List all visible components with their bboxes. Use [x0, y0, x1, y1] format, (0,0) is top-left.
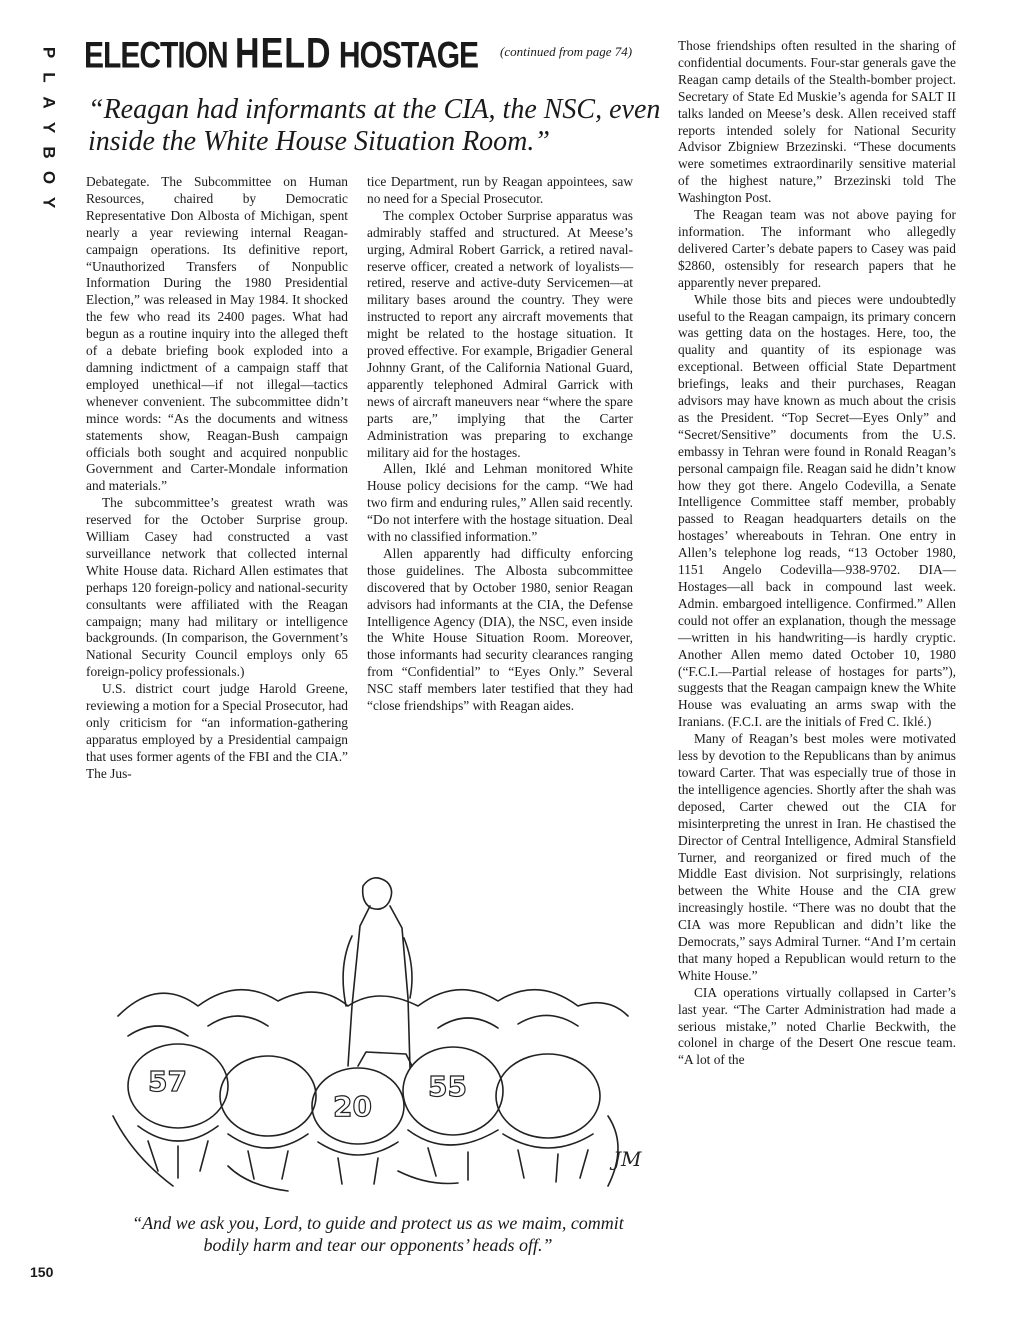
column-3	[678, 38, 956, 1069]
title-held: HELD	[235, 30, 332, 78]
logo-letter: A	[39, 96, 59, 109]
pull-quote: “Reagan had informants at the CIA, the NSC, even inside the White House Situation Room.”	[88, 94, 661, 157]
magazine-vertical-logo	[36, 40, 66, 209]
paragraph: Those friendships often resulted in the sharing of confidential documents. Four-star generals gave the Reagan camp details of the Stealth-bomber project. Secretary of State Ed Muskie’s agenda for SALT II talks landed on Meese’s desk. Allen received staff reports intended solely for National Security Advisor Zbigniew Brzezinski. “These documents were sometimes extraordinarily sensitive material of the highest nature,” Brzezinski told The Washington Post.	[678, 38, 956, 206]
paragraph: tice Department, run by Reagan appointees, saw no need for a Special Prosecutor.	[367, 174, 633, 206]
paragraph: While those bits and pieces were undoubtedly useful to the Reagan campaign, its primary concern was getting data on the hostages. Here, too, the quality and quantity of its espionage was exceptional. Between official State Department briefings, leaks and their purchases, Reagan advisors may have known as much about the crisis as the President. “Top Secret—Eyes Only” and “Secret/Sensitive” documents from the U.S. embassy in Tehran were found in Ronald Reagan’s personal campaign file. Reagan said he didn’t know how they got there. Angelo Codevilla, a Senate Intelligence Committee staff member, probably passed to Reagan headquarters details on the hostages’ whereabouts in Tehran. One entry in Allen’s telephone log reads, “13 October 1980, 1151 Angelo Codevilla—938-9702. DIA—Hostages—all back in compound last week. Admin. embargoed intelligence. Confirmed.” Allen could not offer an explanation, though the message—written in his handwriting—is hardly cryptic. Another Allen memo dated October 10, 1980 (“F.C.I.—Partial release of hostages for parts”), suggests that the Reagan campaign knew the White House was evaluating an arms swap with the Iranians. (F.C.I. are the initials of Fred C. Iklé.)	[678, 291, 956, 730]
column-1	[86, 174, 348, 783]
paragraph: Many of Reagan’s best moles were motivated less by devotion to the Republicans than by animus toward Carter. That was especially true of those in the intelligence agencies. Shortly after the shah was deposed, Carter chewed out the CIA for misinterpreting the unrest in Iran. He chastised the Director of Central Intelligence, Admiral Stansfield Turner, and reorganized or fired much of the Middle East division. Not surprisingly, relations between the White House and the CIA grew increasingly hostile. “There was no doubt that the CIA was more Republican and didn’t like the Democrats,” says Admiral Turner. “And I’m certain that many hoped a Republican would return to the White House.”	[678, 731, 956, 983]
jersey-number: 57	[148, 1065, 187, 1098]
page-number: 150	[30, 1264, 54, 1280]
logo-letter: Y	[39, 196, 59, 209]
paragraph: Debategate. The Subcommittee on Human Resources, chaired by Democratic Representative Don Albosta of Michigan, spent nearly a year reviewing internal Reagan-campaign operations. Its definitive report, “Unauthorized Transfers of Nonpublic Information During the 1980 Presidential Election,” was released in May 1984. It shocked the few who read its 2400 pages. What had begun as a routine inquiry into the alleged theft of a debate briefing book exploded into a damning indictment of a campaign staff that employed unethical—if not illegal—tactics whenever convenient. The subcommittee didn’t mince words: “As the documents and witness statements show, Reagan-Bush campaign officials both sought and acquired nonpublic Government and Carter-Mondale information and materials.”	[86, 174, 348, 494]
paragraph: The complex October Surprise apparatus was admirably staffed and structured. At Meese’s urging, Admiral Robert Garrick, a retired naval-reserve officer, created a network of loyalists—retired, reserve and active-duty Servicemen—at military bases around the country. They were instructed to report any aircraft movements that might be related to the hostage situation. It proved effective. For example, Brigadier General Johnny Grant, of the California National Guard, apparently telephoned Admiral Garrick with news of aircraft maneuvers near “where the spare parts are,” implying that the Carter Administration was preparing to exchange military aid for the hostages.	[367, 207, 633, 460]
jersey-number: 55	[428, 1070, 467, 1103]
logo-letter: P	[39, 46, 59, 59]
article-header	[84, 30, 664, 80]
continued-note: (continued from page 74)	[500, 44, 633, 59]
jersey-number: 20	[333, 1090, 372, 1123]
logo-letter: O	[39, 170, 59, 185]
paragraph: The subcommittee’s greatest wrath was reserved for the October Surprise group. William Casey had constructed a vast surveillance network that collected internal White House data. Richard Allen estimates that perhaps 120 foreign-policy and national-security consultants were affiliated with the Reagan campaign; many had military or intelligence backgrounds. (In comparison, the Government’s National Security Council employs only 65 foreign-policy professionals.)	[86, 495, 348, 680]
paragraph: U.S. district court judge Harold Greene, reviewing a motion for a Special Prosecutor, had only criticism for “an information-gathering apparatus employed by a Presidential campaign that uses former agents of the FBI and the CIA.” The Jus-	[86, 681, 348, 781]
logo-letter: Y	[39, 121, 59, 134]
paragraph: CIA operations virtually collapsed in Carter’s last year. “The Carter Administration had made a serious mistake,” noted Charlie Beckwith, the colonel in charge of the Desert One rescue team. “A lot of the	[678, 984, 956, 1068]
cartoon-illustration	[108, 866, 648, 1206]
cartoonist-signature: JM	[613, 1147, 642, 1171]
column-2	[367, 174, 633, 715]
title-election: ELECTION	[84, 35, 228, 77]
cartoon-caption: “And we ask you, Lord, to guide and protect us as we maim, commit bodily harm and tear our opponents’ heads off.”	[132, 1213, 624, 1255]
paragraph: The Reagan team was not above paying for information. The informant who allegedly delivered Carter’s debate papers to Casey was paid $2860, ostensibly for research papers that he apparently never prepared.	[678, 207, 956, 290]
logo-letter: B	[39, 146, 59, 159]
paragraph: Allen apparently had difficulty enforcing those guidelines. The Albosta subcommittee discovered that by October 1980, senior Reagan advisors had informants at the CIA, the Defense Intelligence Agency (DIA), the NSC, even inside the White House Situation Room. Moreover, those informants had security clearances ranging from “Confidential” to “Eyes Only.” Several NSC staff members later testified that they had “close friendships” with Reagan aides.	[367, 545, 633, 714]
logo-letter: L	[39, 72, 59, 83]
paragraph: Allen, Iklé and Lehman monitored White House policy decisions for the camp. “We had two firm and enduring rules,” Allen said recently. “Do not interfere with the hostage situation. Deal with no classified information.”	[367, 461, 633, 545]
article-title	[84, 30, 478, 79]
title-hostage: HOSTAGE	[338, 35, 479, 77]
